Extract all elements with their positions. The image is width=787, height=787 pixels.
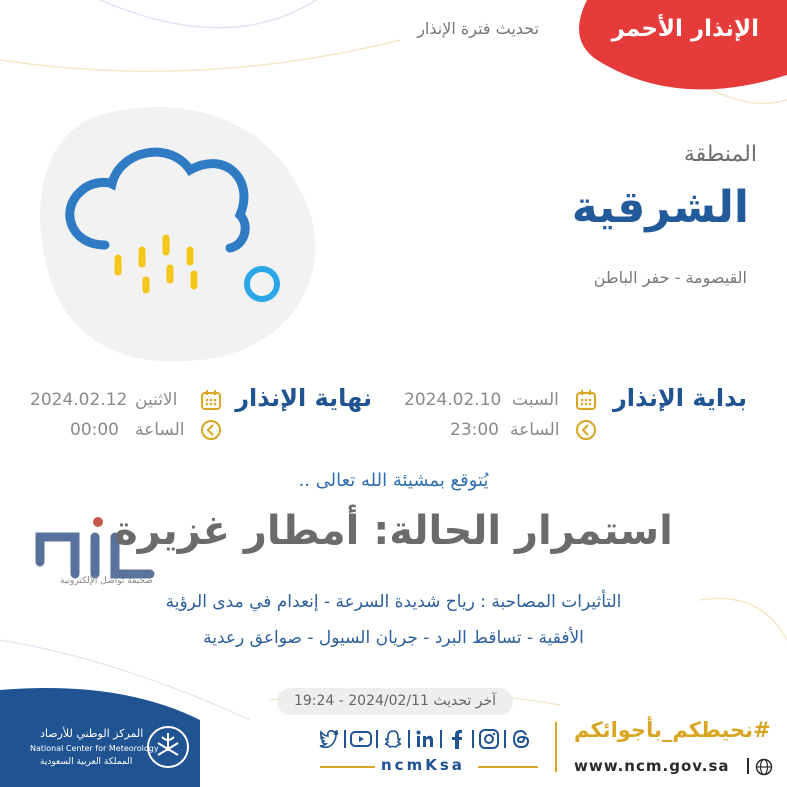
warning-start-day: السبت — [512, 390, 559, 410]
youtube-icon[interactable] — [350, 728, 372, 750]
warning-start-time-label: الساعة — [510, 420, 560, 440]
warning-end-day: الاثنين — [135, 390, 178, 410]
chevron-circle-icon — [575, 419, 597, 441]
warning-start-time: 23:00 — [450, 420, 499, 440]
red-alert-badge — [557, 0, 787, 90]
divider — [472, 730, 474, 748]
region-label: المنطقة — [683, 142, 757, 167]
footer-divider — [555, 722, 557, 772]
handle-underline-left — [320, 766, 375, 768]
globe-icon — [755, 758, 773, 776]
snapchat-icon[interactable] — [382, 728, 404, 750]
warning-end-time-label: الساعة — [135, 420, 185, 440]
ncm-name-arabic: المركز الوطني للأرصاد — [40, 727, 144, 740]
region-name: الشرقية — [571, 182, 749, 233]
divider — [440, 730, 442, 748]
handle-underline-right — [478, 766, 538, 768]
twitter-icon[interactable] — [318, 728, 340, 750]
affected-cities: القيصومة - حفر الباطن — [593, 268, 747, 287]
social-handle[interactable]: ncmKsa — [381, 756, 465, 774]
hashtag: #نحيطكم_بأجوائكم — [574, 718, 771, 742]
calendar-icon — [200, 389, 222, 411]
forecast-intro: يُتوقع بمشيئة الله تعالى .. — [298, 470, 489, 491]
website-link[interactable]: www.ncm.gov.sa — [574, 757, 730, 775]
divider — [504, 730, 506, 748]
calendar-icon — [575, 389, 597, 411]
divider — [344, 730, 346, 748]
update-title: تحديث فترة الإنذار — [417, 19, 539, 38]
social-links — [318, 728, 532, 750]
chevron-circle-icon — [200, 419, 222, 441]
warning-end-date: 2024.02.12 — [30, 390, 128, 410]
instagram-icon[interactable] — [478, 728, 500, 750]
ncm-name-english: National Center for Meteorology — [30, 744, 159, 753]
threads-icon[interactable] — [510, 728, 532, 750]
last-update-badge: آخر تحديث 2024/02/11 - 19:24 — [277, 688, 513, 715]
badge-label: الإنذار الأحمر — [611, 16, 759, 42]
ncm-country: المملكة العربية السعودية — [40, 757, 133, 767]
linkedin-icon[interactable] — [414, 728, 436, 750]
forecast-headline: استمرار الحالة: أمطار غزيرة — [114, 508, 673, 554]
divider — [376, 730, 378, 748]
warning-start-date: 2024.02.10 — [404, 390, 502, 410]
rain-cloud-icon — [50, 140, 290, 310]
warning-end-title: نهاية الإنذار — [235, 384, 372, 412]
divider — [747, 758, 749, 774]
facebook-icon[interactable] — [446, 728, 468, 750]
forecast-effects-line2: الأفقية - تساقط البرد - جريان السيول - صواعق رعدية — [203, 628, 584, 648]
divider — [408, 730, 410, 748]
warning-start-title: بداية الإنذار — [612, 384, 747, 412]
watermark-text: صحيفة تواصل الإلكترونية — [60, 576, 153, 586]
forecast-effects-line1: التأثيرات المصاحبة : رياح شديدة السرعة - إنعدام في مدى الرؤية — [165, 592, 622, 612]
warning-end-time: 00:00 — [70, 420, 119, 440]
